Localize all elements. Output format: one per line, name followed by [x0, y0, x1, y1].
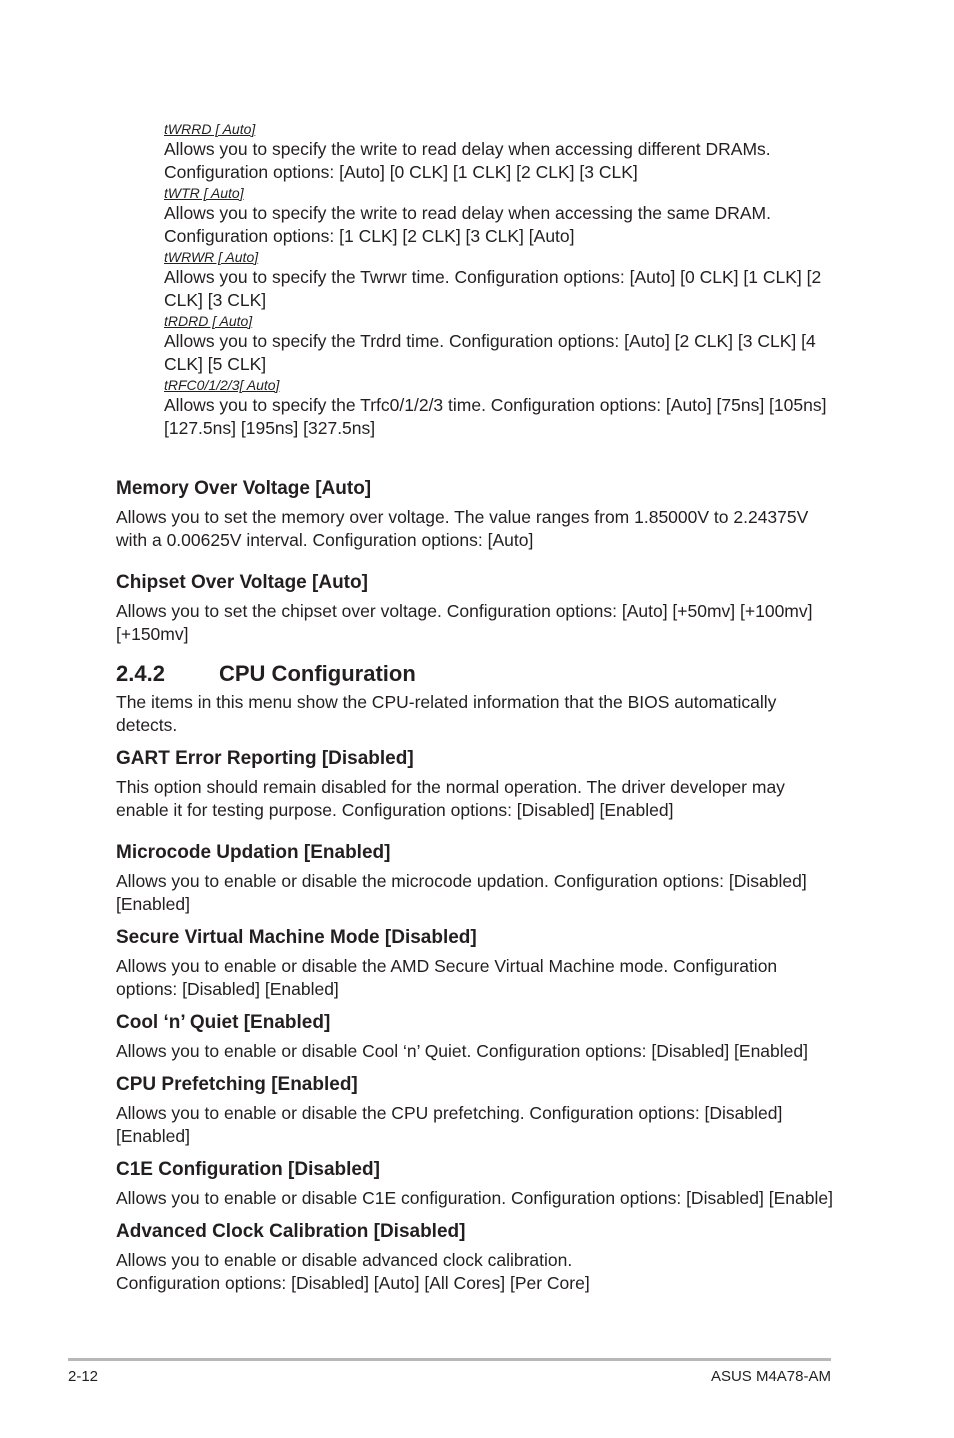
section-desc-gart: This option should remain disabled for the normal operation. The driver developer may enable it for testing purpose. Configuration options: [Disabled] [Enabled] — [116, 777, 785, 820]
memory-timing-sub-items — [164, 120, 844, 440]
section-desc-microcode: Allows you to enable or disable the microcode updation. Configuration options: [Disabled] [Enabled] — [116, 871, 807, 914]
section-desc-cool-n-quiet: Allows you to enable or disable Cool ‘n’ Quiet. Configuration options: [Disabled] [Enabled] — [116, 1041, 808, 1061]
section-desc-svm: Allows you to enable or disable the AMD Secure Virtual Machine mode. Configuration options: [Disabled] [Enabled] — [116, 956, 778, 999]
sub-item-desc: Allows you to specify the Trdrd time. Configuration options: [Auto] [2 CLK] [3 CLK] [4 CLK] [5 CLK] — [164, 331, 816, 374]
section-title-svm: Secure Virtual Machine Mode [Disabled] — [116, 927, 477, 948]
sub-item-desc: Allows you to specify the Trfc0/1/2/3 time. Configuration options: [Auto] [75ns] [105ns] [127.5ns] [195ns] [327.5ns] — [164, 395, 827, 438]
sub-item-title: tWRWR [ Auto] — [164, 249, 259, 265]
section-desc-cpu-prefetching: Allows you to enable or disable the CPU prefetching. Configuration options: [Disabled] [Enabled] — [116, 1103, 783, 1146]
section-desc-c1e: Allows you to enable or disable C1E configuration. Configuration options: [Disabled] [Enable] — [116, 1188, 833, 1208]
sub-item-title: tRFC0/1/2/3[ Auto] — [164, 377, 280, 393]
section-title-gart: GART Error Reporting [Disabled] — [116, 748, 414, 769]
sub-item-title: tWRRD [ Auto] — [164, 121, 256, 137]
sub-item-title: tWTR [ Auto] — [164, 185, 244, 201]
chapter-heading — [116, 659, 836, 689]
page-number: 2-12 — [68, 1368, 99, 1385]
section-title-cool-n-quiet: Cool ‘n’ Quiet [Enabled] — [116, 1012, 331, 1033]
section-title-chipset-over-voltage: Chipset Over Voltage [Auto] — [116, 572, 368, 593]
section-desc-chipset-over-voltage: Allows you to set the chipset over voltage. Configuration options: [Auto] [+50mv] [+100mv] [+150mv] — [116, 601, 813, 644]
section-title-cpu-prefetching: CPU Prefetching [Enabled] — [116, 1074, 358, 1095]
sub-item-desc: Allows you to specify the write to read delay when accessing the same DRAM. Configuration options: [1 CLK] [2 CLK] [3 CLK] [Auto] — [164, 203, 771, 246]
footer-divider — [68, 1358, 831, 1361]
sub-item-desc: Allows you to specify the write to read delay when accessing different DRAMs. Configuration options: [Auto] [0 CLK] [1 CLK] [2 CLK] [3 CLK] — [164, 139, 771, 182]
sections — [116, 476, 836, 1295]
product-name: ASUS M4A78-AM — [710, 1368, 831, 1385]
section-title-acc: Advanced Clock Calibration [Disabled] — [116, 1221, 466, 1242]
sub-item-desc: Allows you to specify the Twrwr time. Configuration options: [Auto] [0 CLK] [1 CLK] [2 CLK] [3 CLK] — [164, 267, 822, 310]
chapter-number: 2.4.2 — [116, 661, 165, 686]
sub-item-title: tRDRD [ Auto] — [164, 313, 253, 329]
section-desc-acc: Allows you to enable or disable advanced clock calibration. Configuration options: [Disabled] [Auto] [All Cores] [Per Core] — [116, 1250, 590, 1293]
chapter-intro: The items in this menu show the CPU-related information that the BIOS automatically detects. — [116, 692, 777, 735]
section-title-c1e: C1E Configuration [Disabled] — [116, 1159, 380, 1180]
section-title-memory-over-voltage: Memory Over Voltage [Auto] — [116, 478, 372, 499]
chapter-title: CPU Configuration — [219, 661, 416, 686]
section-desc-memory-over-voltage: Allows you to set the memory over voltage. The value ranges from 1.85000V to 2.24375V with a 0.00625V interval. Configuration options: [Auto] — [116, 507, 809, 550]
section-title-microcode: Microcode Updation [Enabled] — [116, 842, 391, 863]
